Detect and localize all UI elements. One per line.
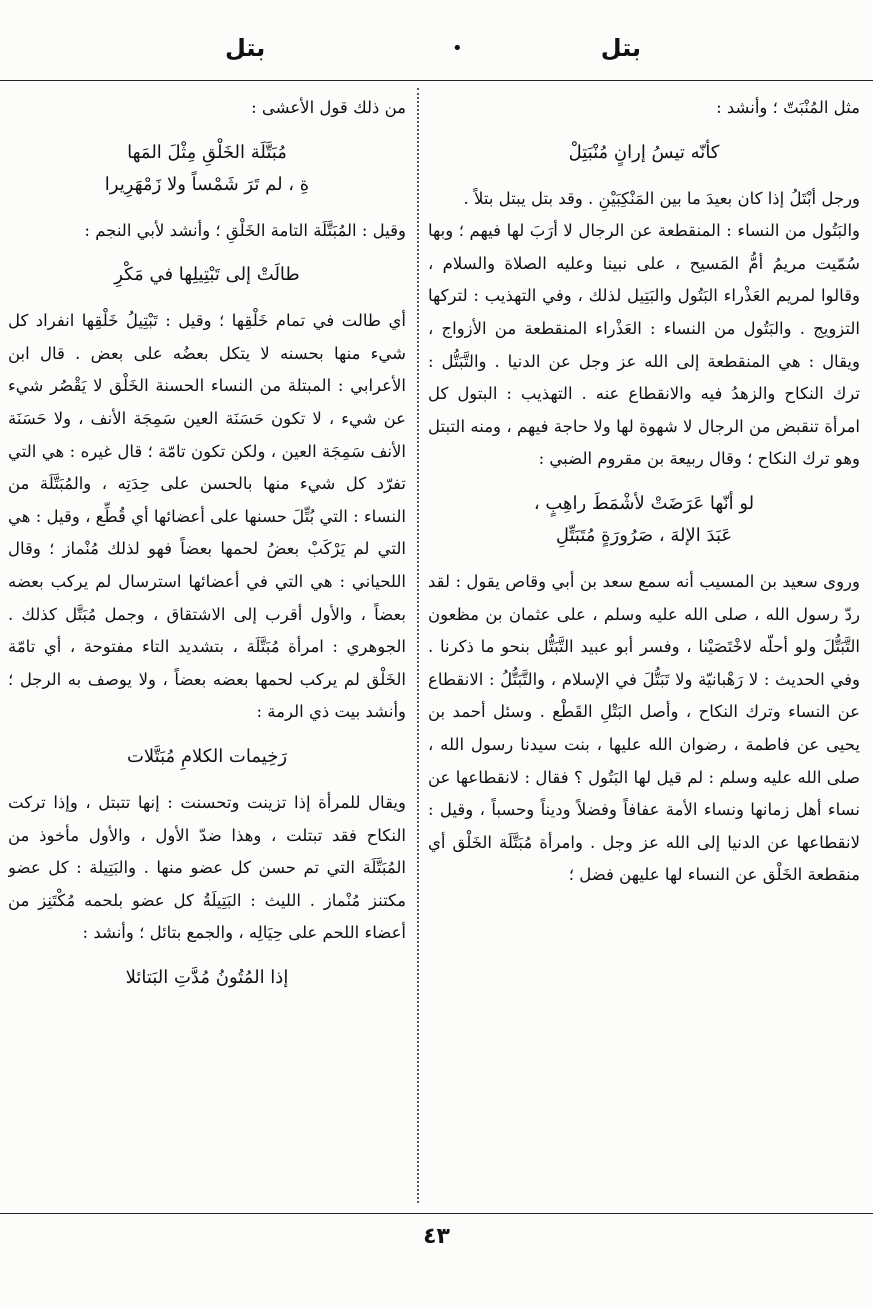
verse-line: طالَتْ إلى تَبْتِيلِها في مَكْرِ <box>114 264 300 286</box>
page-header <box>0 28 873 78</box>
header-entry-word-right: بتل <box>600 34 641 62</box>
column-divider <box>417 88 419 1203</box>
verse-line: لو أنّها عَرَضَتْ لأشْمَطَ راهِبٍ ، <box>533 492 755 514</box>
left-verse-4 <box>8 962 406 994</box>
page-footer <box>0 1224 873 1249</box>
left-paragraph-2: وقيل : المُبَتَّلَة التامة الخَلْقِ ؛ وأنشد لأبي النجم : <box>84 220 406 240</box>
left-paragraph-1: من ذلك قول الأعشى : <box>251 98 406 117</box>
right-verse-2 <box>428 488 860 552</box>
left-verse-3 <box>8 741 406 773</box>
right-paragraph-2: ورجل أبْتَلُ إذا كان بعيدَ ما بين المَنْكِبَيْنِ . وقد بتل يبتل بتلاً . <box>463 188 860 208</box>
left-verse-2 <box>8 259 406 291</box>
header-dot: • <box>452 38 463 59</box>
verse-line: رَخِيمات الكلامِ مُبَتَّلات <box>126 745 288 767</box>
right-paragraph-1: مثل المُنْبَتّ ؛ وأنشد : <box>716 98 860 117</box>
left-column <box>8 92 406 1204</box>
verse-line: عَبَدَ الإلهَ ، صَرُورَةٍ مُتَبَتِّلِ <box>555 524 733 546</box>
header-rule <box>0 80 873 81</box>
right-paragraph-4: وروى سعيد بن المسيب أنه سمع سعد بن أبي وقاص يقول : لقد ردّ رسول الله ، صلى الله عليه وسلم ، على عثمان بن مظعون التَّبَتُّلَ ولو أحلّه لاخْتَصَيْنا ، وفسر أبو عبيد التَّبَتُّل بنحو ما ذكرنا . وفي الحديث : لا رَهْبانيّة ولا تَبَتُّلَ في الإسلام ، والتَّبَتُّلُ : الانقطاع عن النساء وترك النكاح ، وأصل البَتْلِ القَطْع . وسئل أحمد بن يحيى عن فاطمة ، رضوان الله عليها ، بنت سيدنا رسول الله ، صلى الله عليه وسلم : لم قيل لها البَتُول ؟ فقال : لانقطاعها عن نساء أهل زمانها ونساء الأمة عفافاً وفضلاً وديناً وحسباً ، وقيل : لانقطاعها عن الدنيا إلى الله عز وجل . وامرأة مُبَتَّلَة الخَلْق أي منقطعة الخَلْق عن النساء لها عليهن فضل ؛ <box>428 571 860 885</box>
left-verse-1 <box>8 137 406 201</box>
verse-line: مُبَتَّلَة الخَلْقِ مِثْلَ المَها <box>127 141 287 163</box>
verse-line: ةِ ، لم تَرَ شَمْساً ولا زَمْهَرِيرا <box>104 173 310 195</box>
right-verse-1 <box>428 137 860 169</box>
left-paragraph-3: أي طالت في تمام خَلْقِها ؛ وقيل : تَبْتِيلُ خَلْقِها انفراد كل شيء منها بحسنه لا يتكل بعضُه على بعض . قال ابن الأعرابي : المبتلة من النساء الحسنة الخَلْق لا يَقْصُر شيء عن شيء ، لا تكون حَسَنَة العين سَمِجَة الأنف ، ولا حَسَنَة الأنف سَمِجَة العين ، ولكن تكون تامّة ؛ قال غيره : هي التي تفرّد كل شيء منها بالحسن على حِدَتِه ، والمُبَتَّلَة من النساء : التي بُتِّلَ حسنها على أعضائها أي قُطِّع ، وقيل : هي التي لم يَرْكَبْ بعضُ لحمها بعضاً فهو لذلك مُنْماز ؛ وقال اللحياني : هي التي في أعضائها استرسال لم يركب بعضه بعضاً ، والأول أقرب إلى الاشتقاق ، وجمل مُبَتَّل كذلك . الجوهري : امرأة مُبَتَّلَة ، بتشديد التاء مفتوحة ، أي تامّة الخَلْق لم يركب لحمها بعضه بعضاً ، ولا يوصف به الرجل ؛ وأنشد بيت ذي الرمة : <box>8 311 406 722</box>
verse-line: كأنّه تيسُ إرانٍ مُنْبَتِلْ <box>568 141 720 163</box>
page-number: ٤٣ <box>423 1224 450 1249</box>
right-column <box>428 92 860 1204</box>
header-entry-word-left: بتل <box>225 34 266 62</box>
right-paragraph-3: والبَتُول من النساء : المنقطعة عن الرجال لا أرَبَ لها فيهم ؛ وبها سُمّيت مريمُ أمُّ المَسيح ، على نبينا وعليه الصلاة والسلام ، وقالوا لمريم العَذْراء البَتُول والبَتِيل لذلك ، وفي التهذيب : لتركها التزويج . والبَتُول من النساء : العَذْراء المنقطعة من الأزواج ، ويقال : هي المنقطعة إلى الله عز وجل عن الدنيا . والتَّبَتُّل : ترك النكاح والزهدُ فيه والانقطاع عنه . التهذيب : البتول كل امرأة تنقبض من الرجال لا شهوة لها ولا حاجة فيهم ، ومنه التبتل وهو ترك النكاح ؛ وقال ربيعة بن مقروم الضبي : <box>428 221 860 469</box>
verse-line: إذا المُتُونُ مُدَّتِ البَتائلا <box>125 966 289 988</box>
footer-rule <box>0 1213 873 1214</box>
left-paragraph-4: ويقال للمرأة إذا تزينت وتحسنت : إنها تتبتل ، وإذا تركت النكاح فقد تبتلت ، وهذا ضدّ الأول ، والأول مأخوذ من المُبَتَّلَة التي تم حسن كل عضو منها . والبَتِيلة : كل عضو مكتنز مُنْماز . الليث : البَتِيلَةُ كل عضو بلحمه مُكْتَنِز من أعضاء اللحم على حِيَالِه ، والجمع بتائل ؛ وأنشد : <box>8 792 406 943</box>
